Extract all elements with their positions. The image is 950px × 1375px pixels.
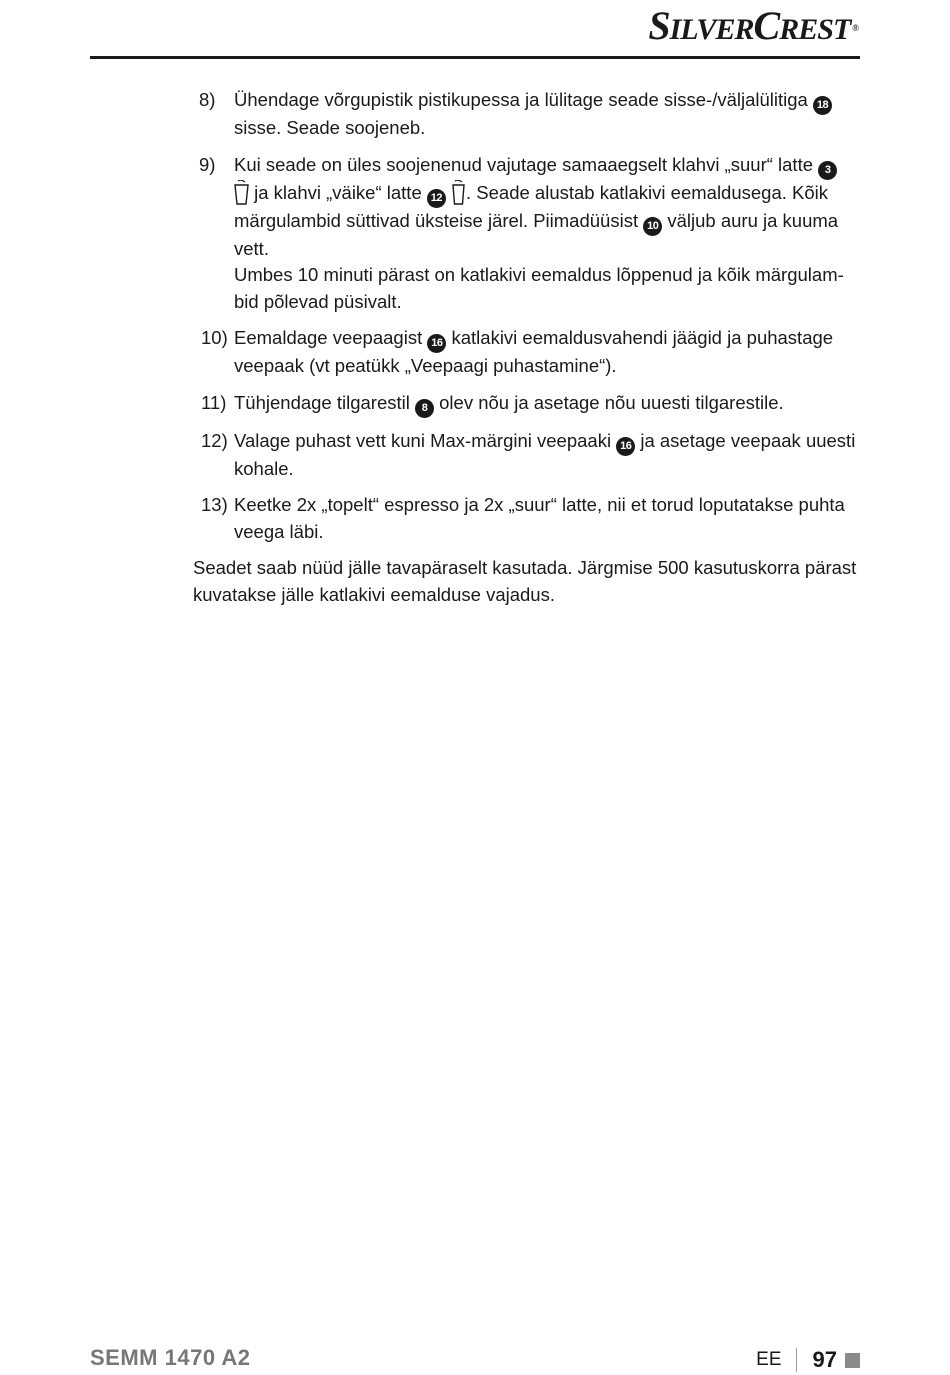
model-number: SEMM 1470 A2 <box>90 1345 251 1370</box>
step-text: Eemaldage veepaagist 16 katlakivi eemaldusvahendi jäägid ja puhastage veepaak (vt peatükk „Veepaagi puhastamine“). <box>234 327 834 376</box>
header-rule <box>90 56 860 59</box>
closing-paragraph: Seadet saab nüüd jälle tavapäraselt kasutada. Järgmise 500 kasutuskorra pärast kuvatakse jälle katlakivi eemalduse vajadus. <box>193 557 857 605</box>
step-text: Ühendage võrgupistik pistikupessa ja lülitage seade sisse-/väljalülitiga 18 sisse. Seade soojeneb. <box>234 87 860 142</box>
brand-logo: SILVERCREST ® <box>648 3 858 48</box>
step-10 <box>193 325 860 380</box>
step-number: 13) <box>201 494 228 515</box>
step-13 <box>193 492 860 545</box>
step-text: Valage puhast vett kuni Max-märgini veepaaki 16 ja asetage veepaak uuesti kohale. <box>234 429 856 479</box>
step-number: 8) <box>199 89 216 110</box>
step-text: Kui seade on üles soojenenud vajutage samaaegselt klahvi „suur“ latte 3 ja klahvi „väike“ latte 12 . Seade alustab katlakivi eemaldusega. Kõik märgulambid süttivad üksteise järel. Piimadüüsist 10 väljub auru ja kuuma vett. <box>234 153 839 259</box>
step-number: 12) <box>201 429 228 451</box>
part-number-badge: 8 <box>415 399 434 418</box>
part-number-badge: 12 <box>427 189 446 208</box>
part-number-badge: 16 <box>616 437 635 456</box>
page-footer <box>756 1345 860 1375</box>
step-9 <box>193 152 860 316</box>
step-number: 11) <box>201 391 227 413</box>
step-12 <box>193 428 860 483</box>
language-code: EE <box>756 1349 782 1370</box>
step-number: 9) <box>199 153 216 175</box>
small-latte-cup-icon <box>451 180 466 206</box>
part-number-badge: 10 <box>643 217 662 236</box>
part-number-badge: 18 <box>813 96 832 115</box>
instructions <box>193 87 860 608</box>
part-number-badge: 3 <box>818 161 837 180</box>
step-number: 10) <box>201 327 228 348</box>
square-marker-icon <box>845 1353 860 1368</box>
step-text: Tühjendage tilgarestil 8 olev nõu ja asetage nõu uuesti tilgarestile. <box>234 390 860 418</box>
page-number: 97 <box>812 1347 837 1372</box>
large-latte-cup-icon <box>234 180 249 206</box>
footer-divider <box>796 1348 797 1372</box>
part-number-badge: 16 <box>427 334 446 353</box>
step-text: Keetke 2x „topelt“ espresso ja 2x „suur“ latte, nii et torud loputatakse puhta veega läbi. <box>234 494 845 542</box>
step-text-continued: Umbes 10 minuti pärast on katlakivi eemaldus lõppenud ja kõik märgulam-bid põlevad püsivalt. <box>234 264 844 312</box>
step-8 <box>193 87 860 142</box>
step-11 <box>193 390 860 418</box>
